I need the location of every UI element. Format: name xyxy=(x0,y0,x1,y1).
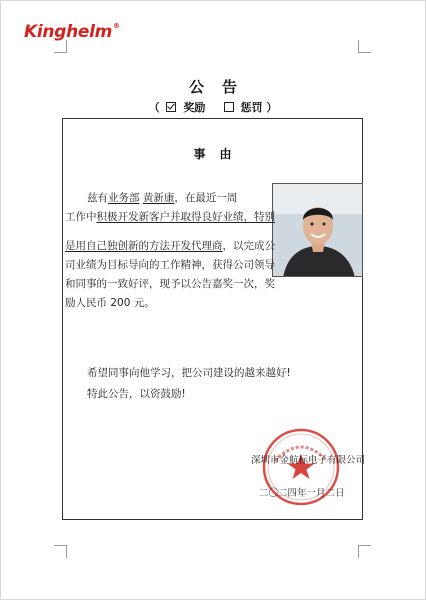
reward-label: 奖励 xyxy=(183,101,206,114)
text-suffix: ，以完成公 xyxy=(222,240,275,252)
body-line-5: 和同事的一致好评，现予以公告嘉奖一次，奖 xyxy=(65,278,275,290)
reason-heading: 事由 xyxy=(193,147,246,161)
paren-close: ） xyxy=(266,101,278,114)
company-logo xyxy=(24,22,120,42)
body-line-2 xyxy=(65,208,275,227)
logo-text: Kinghelm xyxy=(24,22,113,42)
crop-mark-bottom-right xyxy=(358,545,371,558)
notice-content-box xyxy=(62,118,366,520)
body-line-1 xyxy=(65,189,270,208)
body-line-4: 司业绩为目标导向的工作精神，获得公司领导 xyxy=(65,259,275,271)
notice-body xyxy=(65,189,275,227)
notice-type-options xyxy=(0,99,426,115)
crop-mark-bottom-left xyxy=(54,545,67,558)
department-name: 业务部 xyxy=(108,192,140,204)
body-line-3 xyxy=(65,237,360,256)
penalty-checkbox-icon xyxy=(224,102,234,112)
registered-mark: ® xyxy=(113,22,120,30)
paren-open: （ xyxy=(148,101,160,114)
notice-body-continued xyxy=(65,237,360,313)
closing-statements xyxy=(87,363,291,405)
closing-line-1: 希望同事向他学习，把公司建设的越来越好! xyxy=(87,367,291,379)
text-suffix: ，在最近一周 xyxy=(174,192,238,204)
notice-title: 公告 xyxy=(188,78,255,96)
penalty-label: 惩罚 xyxy=(240,101,263,114)
achievement-text: 积极开发新客户并取得良好业绩，特别 xyxy=(96,211,275,223)
employee-name: 黄新康 xyxy=(142,192,175,204)
reward-checkbox-icon xyxy=(166,102,176,112)
crop-mark-top-right xyxy=(358,40,371,53)
issuing-company: 深圳市金航标电子有限公司 xyxy=(251,455,366,466)
text-prefix: 工作中 xyxy=(65,211,97,223)
text-prefix: 兹有 xyxy=(87,192,108,204)
body-line-6: 励人民币 200 元。 xyxy=(65,297,155,309)
issue-date: 二〇二四年一月二日 xyxy=(259,488,345,499)
achievement-text-continued: 是用自己独创新的方法开发代理商 xyxy=(65,240,223,252)
closing-line-2: 特此公告，以资鼓励! xyxy=(87,388,186,400)
